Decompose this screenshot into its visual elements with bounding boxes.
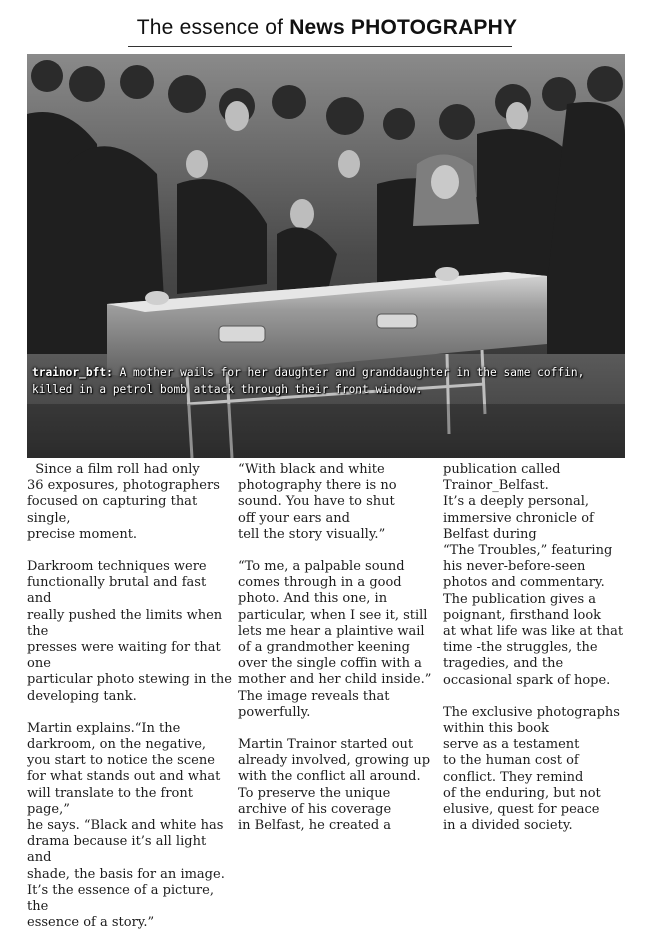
caption-handle: trainor_bft: [32,366,113,379]
text-line: photos and commentary. [443,575,605,591]
text-line: poignant, firsthand look [443,607,602,623]
text-line: conflict. They remind [443,769,584,785]
text-line: he says. “Black and white has [27,818,224,834]
text-line: in a divided society. [443,818,573,834]
text-line: to the human cost of [443,753,579,769]
title-prefix: The essence of [136,16,290,39]
text-line: developing tank. [27,688,137,704]
text-line: over the single coffin with a [238,656,422,672]
text-line: Darkroom techniques were [27,559,207,575]
paragraph [27,721,232,932]
text-line: essence of a story.” [27,915,155,931]
text-line: publication called [443,462,561,477]
text-line: tragedies, and the [443,656,564,672]
text-line: powerfully. [238,704,311,720]
text-line: elusive, quest for peace [443,802,600,818]
text-line: archive of his coverage [238,801,392,817]
paragraph [27,462,232,543]
text-line: in Belfast, he created a [238,818,392,834]
text-line: The image reveals that [238,688,390,704]
text-line: of a grandmother keening [238,640,410,656]
text-line: 36 exposures, photographers [27,478,220,494]
text-line: lets me hear a plaintive wail [238,623,425,639]
text-line: with the conflict all around. [238,769,421,785]
text-line: It’s a deeply personal, [443,494,589,510]
text-column-2 [238,462,438,850]
text-line: photography there is no [238,478,397,494]
paragraph [238,559,438,721]
text-line: darkroom, on the negative, [27,737,207,753]
text-line: you start to notice the scene [27,753,215,769]
text-line: The publication gives a [443,591,597,607]
paragraph [238,737,438,834]
text-column-3 [443,462,633,850]
text-line: serve as a testament [443,737,580,753]
text-line: functionally brutal and fast and [27,575,207,607]
text-line: shade, the basis for an image. [27,866,225,882]
text-line: within this book [443,721,549,737]
text-line: really pushed the limits when the [27,607,223,639]
title-divider [128,46,512,47]
text-line: time -the struggles, the [443,640,598,656]
photo-caption [32,364,592,398]
text-line: presses were waiting for that one [27,640,221,672]
text-line: particular photo stewing in the [27,672,232,688]
article-title [0,16,654,40]
text-line: To preserve the unique [238,785,391,801]
text-line: mother and her child inside.” [238,672,432,688]
text-line: Belfast during [443,526,537,542]
title-bold: News PHOTOGRAPHY [289,16,518,39]
text-line: photo. And this one, in [238,591,388,607]
text-line: “With black and white [238,462,385,477]
text-line: “The Troubles,” featuring [443,543,613,559]
text-line: his never-before-seen [443,559,586,575]
text-line: drama because it’s all light and [27,834,207,866]
text-line: already involved, growing up [238,753,431,769]
caption-text: A mother wails for her daughter and granddaughter in the same coffin, killed in a petrol bomb attack through their front window. [32,366,585,396]
text-line: “To me, a palpable sound [238,559,405,575]
text-line: Since a film roll had only [27,462,200,477]
text-line: at what life was like at that [443,624,624,640]
text-line: immersive chronicle of [443,510,594,526]
text-line: for what stands out and what [27,769,221,785]
text-line: comes through in a good [238,575,402,591]
text-line: focused on capturing that single, [27,494,198,526]
paragraph [27,559,232,705]
text-line: particular, when I see it, still [238,607,428,623]
text-line: tell the story visually.” [238,526,386,542]
text-line: of the enduring, but not [443,785,601,801]
text-line: occasional spark of hope. [443,672,611,688]
text-line: Martin explains.“In the [27,720,181,736]
text-line: The exclusive photographs [443,704,620,720]
text-column-1 [27,462,232,947]
text-line: precise moment. [27,526,138,542]
text-line: Martin Trainor started out [238,737,414,753]
text-line: sound. You have to shut [238,494,395,510]
paragraph [443,705,633,835]
text-line: will translate to the front page,” [27,785,193,817]
paragraph [443,462,633,689]
text-line: It’s the essence of a picture, the [27,882,214,915]
paragraph [238,462,438,543]
text-line: Trainor_Belfast. [443,478,549,494]
text-line: off your ears and [238,510,350,526]
